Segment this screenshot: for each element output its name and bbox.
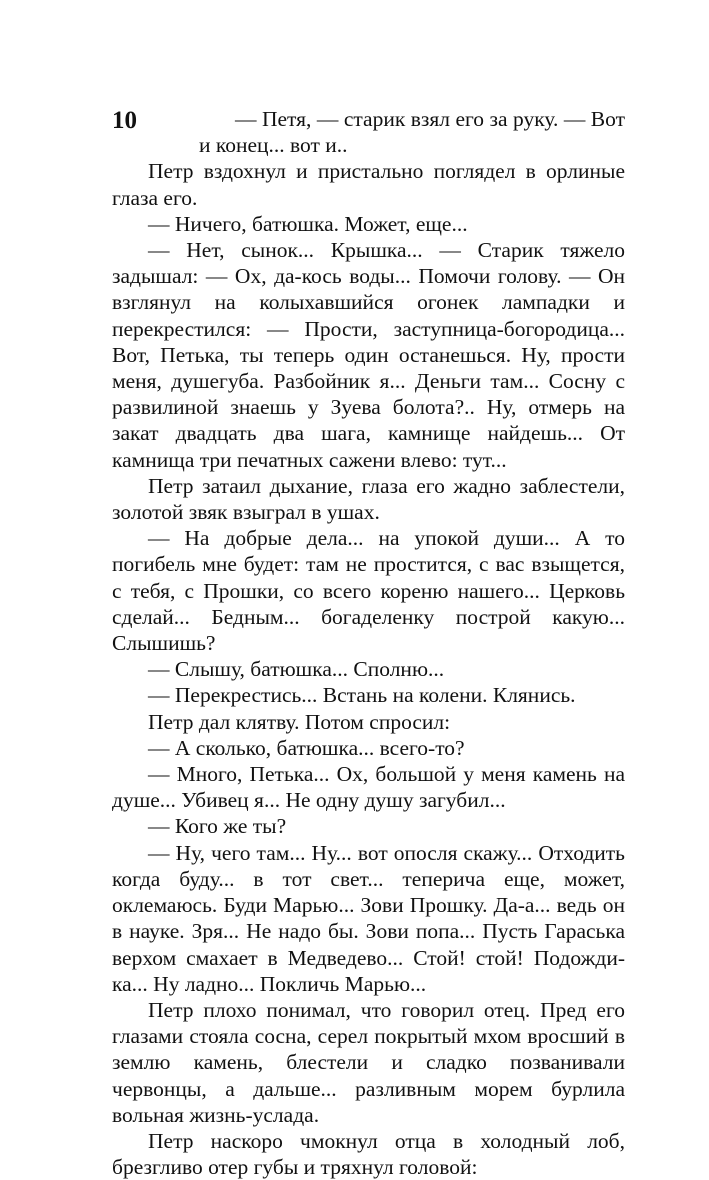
- paragraph: — А сколько, батюшка... всего-то?: [148, 735, 465, 760]
- paragraph: — Ну, чего там... Ну... вот опосля скажу... Отходить когда буду... в тот свет... теперича еще, может, оклемаюсь. Буди Марью... Зови Прошку. Да-а... ведь он в науке. Зря... Не надо бы. Зови попа... Пусть Гараська верхом смахает в Медведево... Стой! стой! Подожди-ка... Ну ладно... Покличь Марью...: [112, 840, 625, 996]
- paragraph: Петр затаил дыхание, глаза его жадно заблестели, золотой звяк взыграл в ушах.: [112, 473, 625, 525]
- paragraph: — Много, Петька... Ох, большой у меня камень на душе... Убивец я... Не одну душу загубил...: [112, 762, 625, 813]
- paragraph: — Перекрестись... Встань на колени. Клянись.: [148, 683, 576, 708]
- paragraph: — Слышу, батюшка... Сполню...: [148, 657, 445, 682]
- page-number: 10: [112, 107, 137, 134]
- paragraph: — Ничего, батюшка. Может, еще...: [148, 211, 468, 236]
- paragraph: Петр плохо понимал, что говорил отец. Пред его глазами стояла сосна, серел покрытый мхом вросший в землю камень, блестели и сладко позванивали червонцы, а дальше... разливным морем бурлила вольная жизнь-услада.: [112, 997, 625, 1127]
- page-text: [112, 106, 625, 1180]
- paragraph: Петр дал клятву. Потом спросил:: [148, 709, 451, 734]
- paragraph: — Нет, сынок... Крышка... — Старик тяжело задышал: — Ох, да-кось воды... Помочи голову. — Он взглянул на колыхавшийся огонек лампадки и перекрестился: — Прости, заступница-богородица... Вот, Петька, ты теперь один останешься. Ну, прости меня, душегуба. Разбойник я... Деньги там... Сосну с развилиной знаешь у Зуева болота?.. Ну, отмерь на закат двадцать два шага, камнище найдешь... От камнища три печатных сажени влево: тут...: [112, 238, 625, 472]
- paragraph: — На добрые дела... на упокой души... А то погибель мне будет: там не простится, с вас взыщется, с тебя, с Прошки, со всего кореню нашего... Церковь сделай... Бедным... богаделенку построй какую... Слышишь?: [112, 526, 625, 656]
- paragraph: — Кого же ты?: [148, 814, 287, 839]
- paragraph: Петр наскоро чмокнул отца в холодный лоб, брезгливо отер губы и тряхнул головой:: [112, 1128, 625, 1180]
- paragraph: Петр вздохнул и пристально поглядел в орлиные глаза его.: [112, 159, 625, 210]
- paragraph: — Петя, — старик взял его за руку. — Вот и конец... вот и..: [199, 107, 625, 158]
